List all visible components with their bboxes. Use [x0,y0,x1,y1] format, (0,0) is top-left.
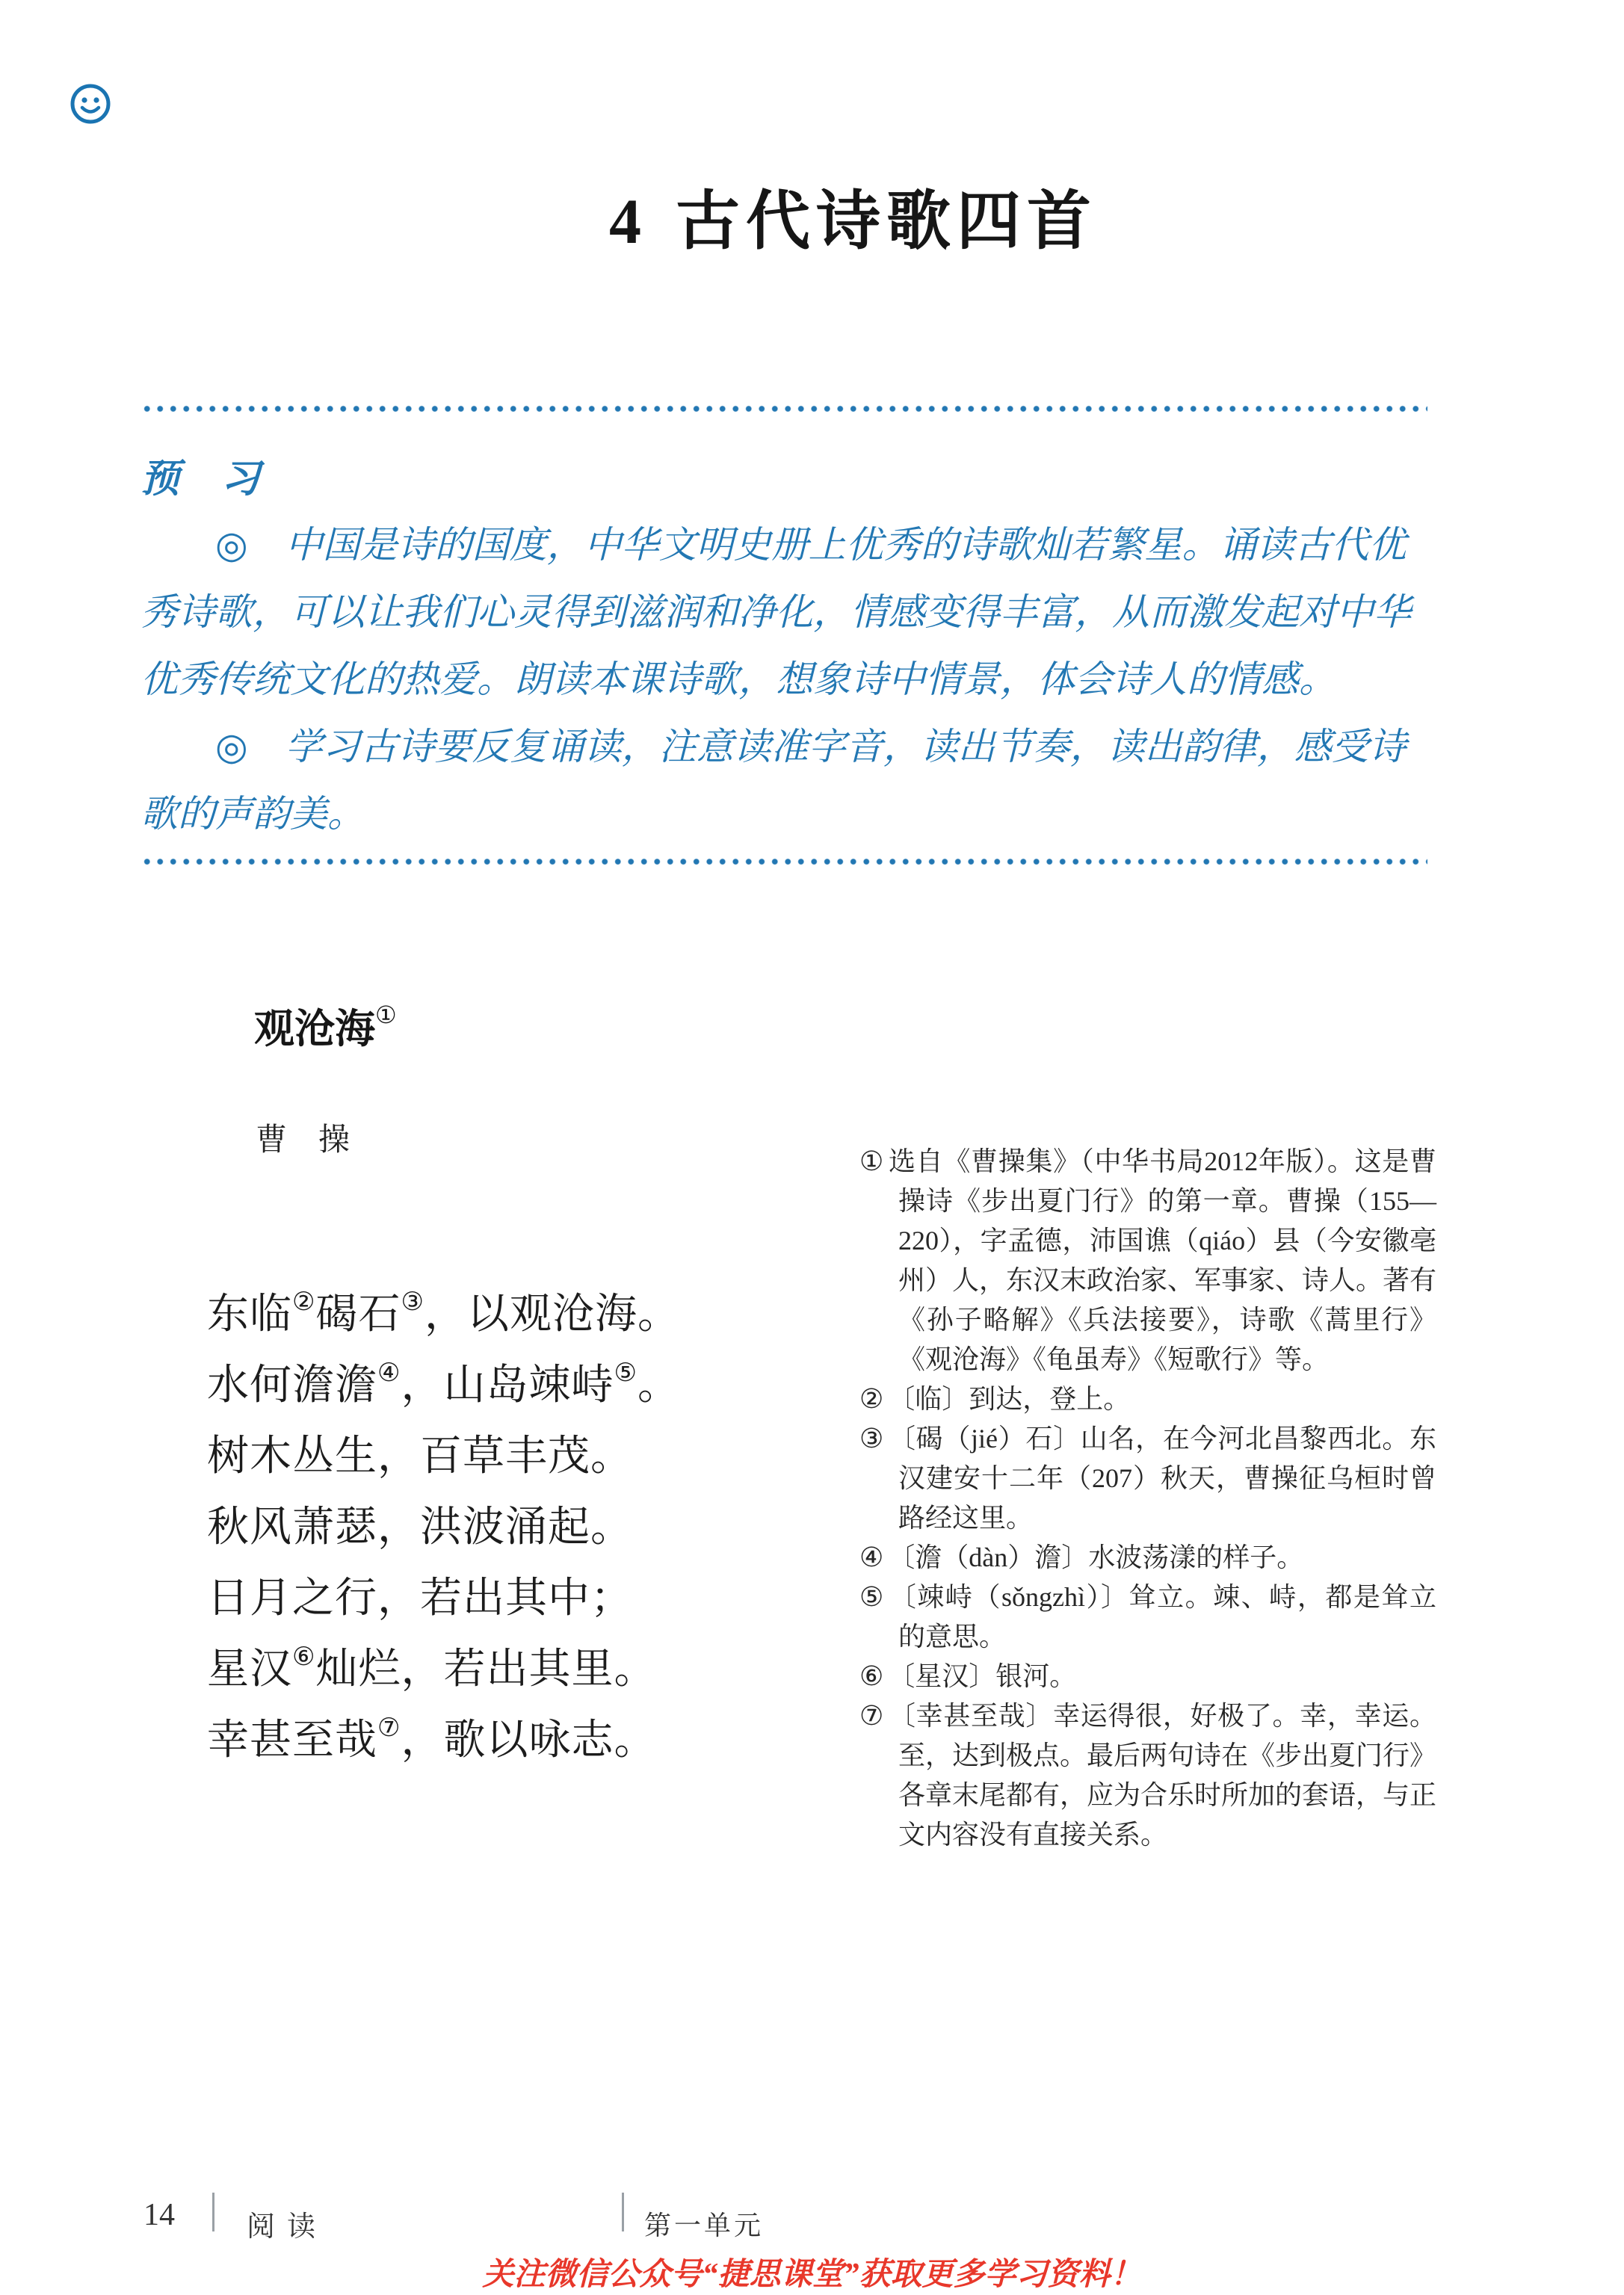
footnote-text: 〔临〕到达，登上。 [888,1384,1131,1414]
poem-text: ，以观沧海。 [424,1291,680,1338]
preview-paragraphs [141,511,1441,847]
footnote-marker: ② [859,1384,884,1414]
footnote [859,1142,1436,1380]
preview-line: 优秀传统文化的热爱。朗读本课诗歌，想象诗中情景，体会诗人的情感。 [141,658,1336,700]
poem-text: 。 [637,1362,680,1409]
footnote [859,1578,1436,1657]
lesson-number: 4 [609,185,641,257]
footer-section-label: 阅读 [247,2211,328,2243]
preview-line: 秀诗歌，可以让我们心灵得到滋润和净化，情感变得丰富，从而激发起对中华 [141,591,1411,633]
footer-divider-bar [212,2193,214,2231]
footnote [859,1657,1436,1696]
poem-line [207,1279,680,1350]
footnote-marker: ① [859,1146,884,1176]
footnote-ref: ③ [401,1288,424,1316]
poem-text: ，歌以咏志。 [401,1717,657,1764]
poem-text: ，山岛竦峙 [401,1362,614,1409]
poem-text: 东临 [207,1291,292,1338]
footnote [859,1419,1436,1538]
footnote-ref: ⑥ [292,1643,316,1671]
lesson-title-text: 古代诗歌四首 [676,185,1097,257]
poem-lines [207,1279,680,1776]
footnotes-list [859,1142,1436,1855]
footnote-marker: ④ [859,1542,884,1572]
poem-text: 幸甚至哉 [207,1717,377,1764]
footnote-marker: ⑦ [859,1701,884,1731]
poem-text: 树木丛生，百草丰茂。 [207,1433,633,1480]
footnote-marker: ⑤ [859,1582,885,1612]
preview-line: ◎ 中国是诗的国度，中华文明史册上优秀的诗歌灿若繁星。诵读古代优 [215,524,1407,566]
poem-title [254,997,397,1054]
poem-author: 曹 操 [256,1123,351,1158]
smiley-icon [69,82,112,126]
page-number: 14 [143,2198,175,2232]
footnote-text: 〔碣（jié）石〕山名，在今河北昌黎西北。东汉建安十二年（207）秋天，曹操征乌桓时曾路经这里。 [888,1424,1436,1533]
footer-unit-label: 第一单元 [644,2211,765,2240]
poem-title-footnote-ref: ① [375,1001,397,1028]
footnote-ref: ⑤ [614,1359,637,1387]
page-title [41,169,1624,262]
footnote-text: 〔澹（dàn）澹〕水波荡漾的样子。 [888,1542,1304,1572]
footnote [859,1380,1436,1419]
poem-text: 日月之行，若出其中； [207,1575,633,1622]
poem-line [207,1350,680,1421]
preview-line: 歌的声韵美。 [141,793,365,835]
footer-divider-bar [622,2193,624,2231]
footnote-text: 〔幸甚至哉〕幸运得很，好极了。幸，幸运。至，达到极点。最后两句诗在《步出夏门行》各章末尾都有，应为合乐时所加的套语，与正文内容没有直接关系。 [888,1701,1437,1850]
dotted-divider-bottom [141,858,1427,865]
poem-text: 水何澹澹 [207,1362,377,1409]
poem-title-text: 观沧海 [254,1007,375,1051]
footnote-ref: ② [292,1288,316,1316]
preview-line: ◎ 学习古诗要反复诵读，注意读准字音，读出节奏，读出韵律，感受诗 [215,726,1407,767]
poem-line [207,1492,680,1563]
dotted-divider-top [141,405,1427,413]
footnote [859,1538,1436,1578]
poem-text: 灿烂，若出其里。 [315,1646,657,1693]
footnote-text: 〔竦峙（sǒngzhì）〕耸立。竦、峙，都是耸立的意思。 [889,1582,1436,1652]
poem-text: 秋风萧瑟，洪波涌起。 [207,1504,633,1551]
poem-line [207,1634,680,1705]
footnote-text: 选自《曹操集》（中华书局2012年版）。这是曹操诗《步出夏门行》的第一章。曹操（155—220），字孟德，沛国谯（qiáo）县（今安徽亳州）人，东汉末政治家、军事家、诗人。著有《孙子略解》《兵法接要》，诗歌《蒿里行》《观沧海》《龟虽寿》《短歌行》等。 [888,1146,1437,1374]
footnote-marker: ⑥ [859,1661,884,1691]
footnote-ref: ④ [377,1359,401,1387]
preview-heading: 预 习 [141,458,262,501]
footnote-ref: ⑦ [377,1714,401,1742]
footnote-marker: ③ [859,1424,884,1454]
poem-line [207,1421,680,1492]
poem-line [207,1705,680,1776]
footnote [859,1696,1436,1855]
footnote-text: 〔星汉〕银河。 [888,1661,1077,1691]
poem-text: 星汉 [207,1646,292,1693]
poem-line [207,1563,680,1634]
poem-text: 碣石 [315,1291,401,1338]
promo-text: 关注微信公众号“捷思课堂”获取更多学习资料！ [482,2258,1142,2292]
